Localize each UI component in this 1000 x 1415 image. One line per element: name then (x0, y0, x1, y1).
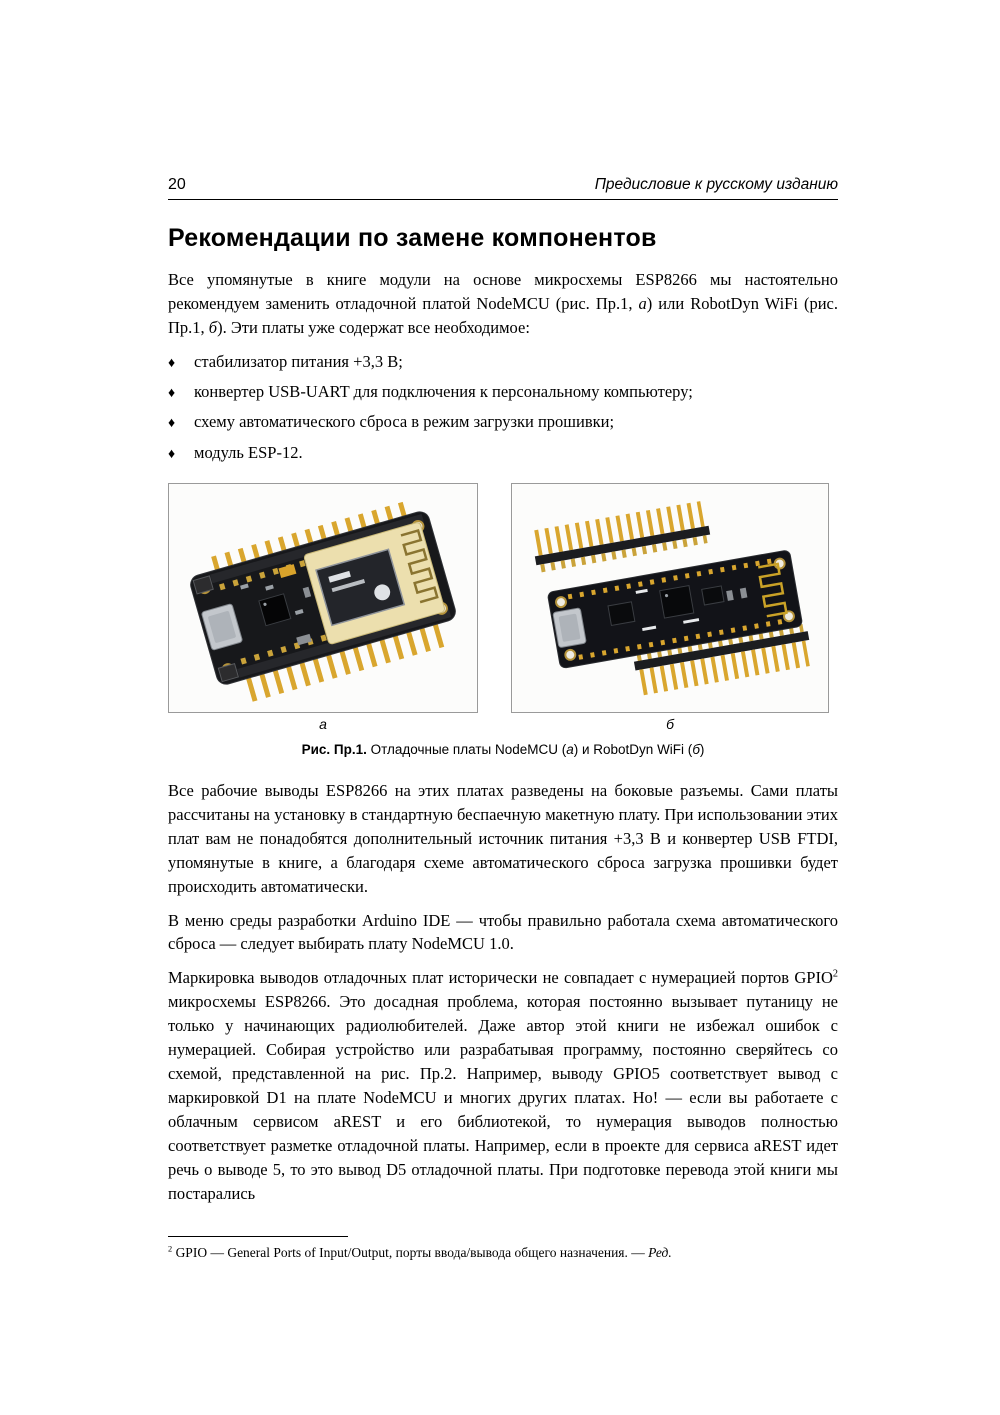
figure-labels-row (168, 716, 838, 732)
bullet-list (168, 350, 838, 465)
text-segment: GPIO — General Ports of Input/Output, порты ввода/вывода общего назначения. — (172, 1244, 649, 1260)
paragraph-body (168, 909, 838, 957)
robotdyn-board-photo (512, 484, 828, 712)
figure-label-a: а (319, 715, 327, 732)
text-segment: а (566, 741, 574, 757)
text-segment: Маркировка выводов отладочных плат исторически не совпадает с нумерацией портов GPIO (168, 968, 833, 988)
header-rule (168, 199, 838, 200)
diamond-bullet-icon: ♦ (168, 355, 176, 371)
figure-caption (168, 742, 838, 757)
figure-label-b: б (666, 715, 674, 732)
page-number: 20 (168, 176, 186, 193)
figure-pr1 (168, 483, 838, 757)
text-segment: б (208, 317, 218, 337)
page-header (168, 176, 838, 194)
text-segment: а (638, 293, 647, 313)
text-segment: микросхемы ESP8266. Это досадная проблема, которая постоянно вызывает путаницу не только у начинающих радиолюбителей. Даже автор этой книги не избежал ошибок с нумерацией. Собирая устройство или разрабатывая программу, постоянно сверяйтесь со схемой, представленной на рис. Пр.2. Например, выводу GPIO5 соответствует вывод с маркировкой D1 на плате NodeMCU и многих других платах. Но! — если вы работаете с облачным сервисом aREST и его библиотекой, то нумерация выводов полностью соответствует разметке отладочной платы. Например, если в проекте для сервиса aREST идет речь о выводе 5, то это вывод D5 отладочной платы. При подготовке перевода этой книги мы постарались (168, 992, 838, 1203)
paragraph-body (168, 779, 838, 899)
footnote-text (168, 1244, 838, 1263)
bullet-text: конвертер USB-UART для подключения к персональному компьютеру; (194, 382, 693, 402)
running-head: Предисловие к русскому изданию (594, 176, 838, 193)
text-segment: Ред. (648, 1244, 672, 1260)
diamond-bullet-icon: ♦ (168, 416, 176, 432)
bullet-text: схему автоматического сброса в режим загрузки прошивки; (194, 412, 615, 432)
diamond-bullet-icon: ♦ (168, 446, 176, 462)
figure-images-row (168, 483, 838, 713)
list-item (168, 441, 838, 465)
text-segment: Все рабочие выводы ESP8266 на этих платах разведены на боковые разъемы. Сами платы рассчитаны на установку в стандартную беспаечную макетную плату. При использовании этих плат вам не понадобятся дополнительный источник питания +3,3 В и конвертер USB FTDI, упомянутые в книге, а благодаря схеме автоматического сброса загрузка прошивки будет происходить автоматически. (168, 780, 838, 896)
text-segment: 2 (168, 1244, 173, 1254)
text-segment: 2 (832, 968, 838, 980)
text-segment: Все упомянутые в книге модули на основе микросхемы ESP8266 мы настоятельно рекомендуем заменить отладочной платой NodeMCU (рис. Пр.1, (168, 270, 838, 313)
text-segment: ) и RobotDyn WiFi ( (573, 741, 693, 757)
list-item (168, 380, 838, 404)
figure-image-robotdyn (511, 483, 829, 713)
text-segment: Рис. Пр.1. (301, 741, 367, 757)
paragraph-body (168, 966, 838, 1205)
bullet-text: модуль ESP-12. (194, 442, 303, 462)
text-segment: В меню среды разработки Arduino IDE — чтобы правильно работала схема автоматического сброса — следует выбирать плату NodeMCU 1.0. (168, 910, 838, 954)
diamond-bullet-icon: ♦ (168, 386, 176, 402)
text-segment: ) или RobotDyn WiFi (рис. Пр.1, (168, 293, 838, 337)
nodemcu-board-photo (169, 484, 477, 712)
figure-image-nodemcu (168, 483, 478, 713)
text-segment: ) (699, 741, 705, 757)
footnote-rule (168, 1236, 348, 1237)
list-item (168, 410, 838, 434)
bullet-text: стабилизатор питания +3,3 В; (194, 351, 403, 371)
list-item (168, 350, 838, 374)
section-title: Рекомендации по замене компонентов (168, 224, 657, 252)
paragraph-intro (168, 268, 838, 340)
text-segment: ). Эти платы уже содержат все необходимое: (217, 317, 530, 337)
text-segment: Отладочные платы NodeMCU ( (366, 741, 567, 757)
text-segment: б (692, 741, 700, 757)
